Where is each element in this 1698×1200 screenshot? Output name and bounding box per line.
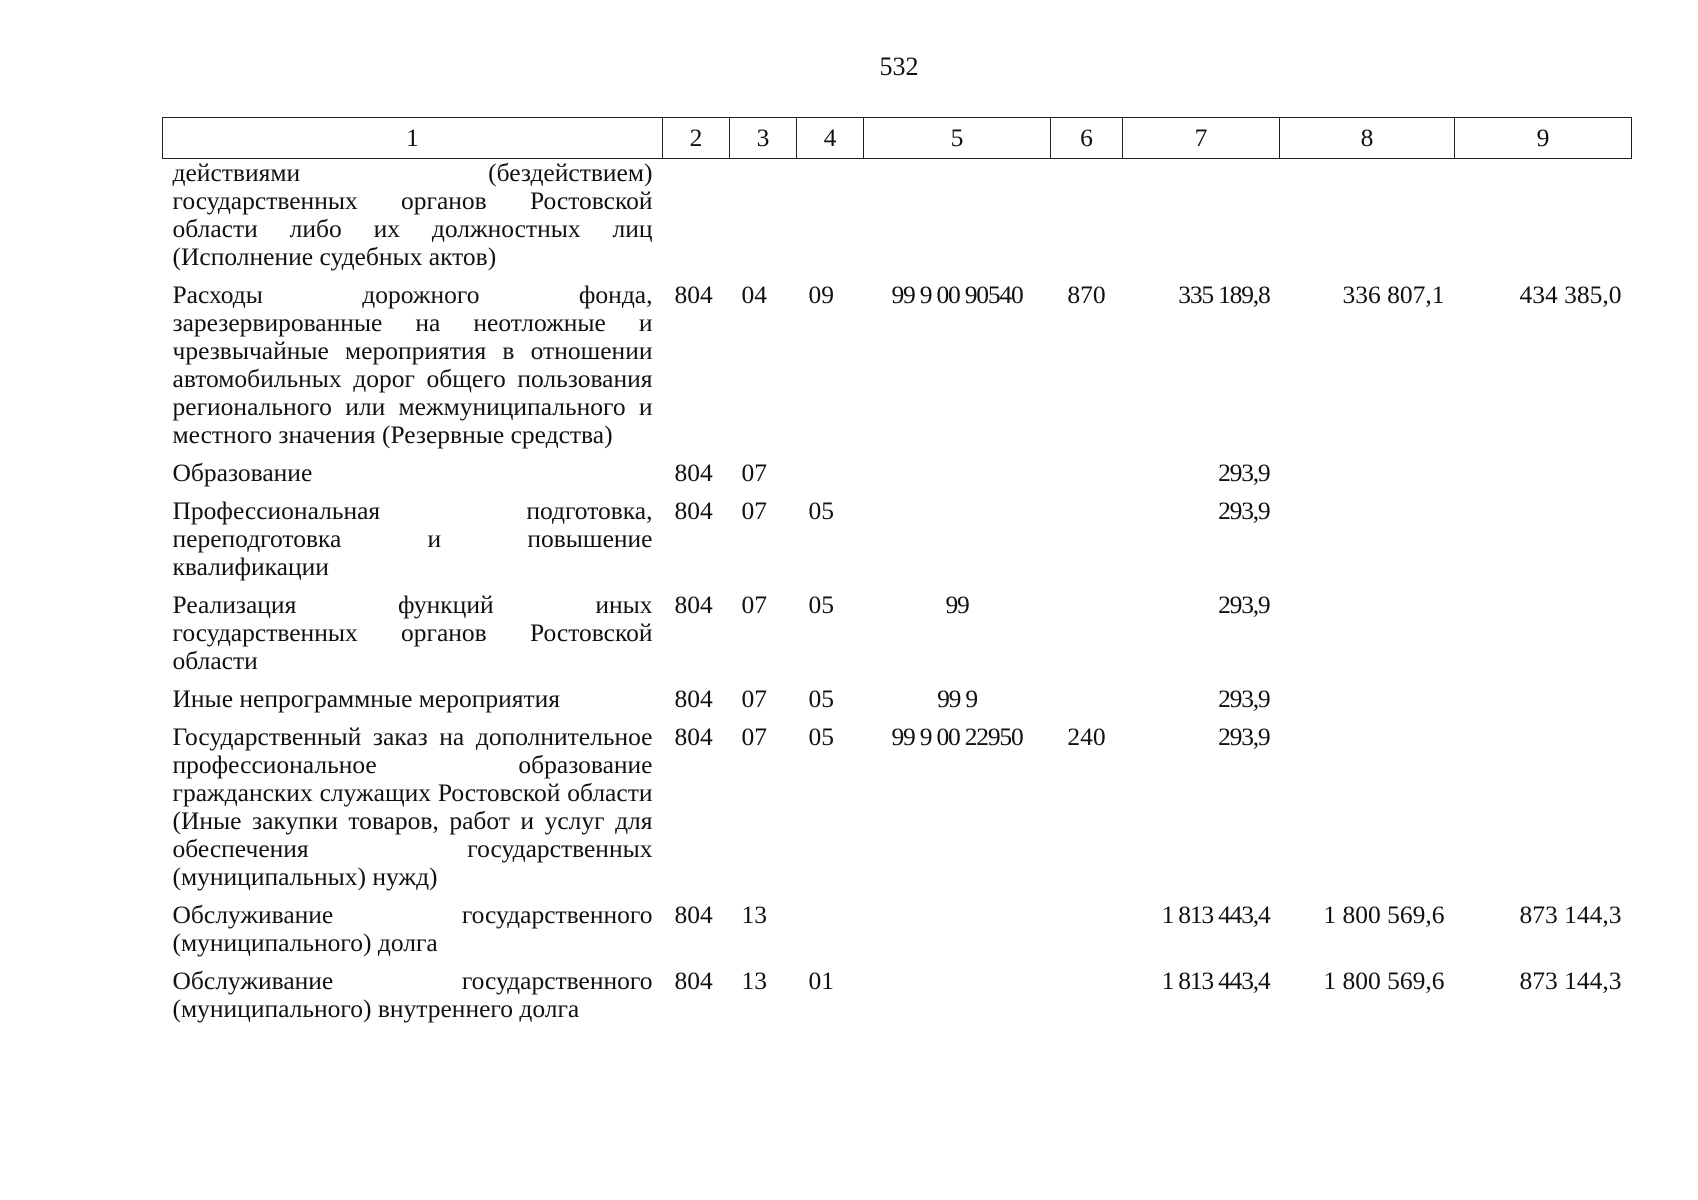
cell-col9 (1455, 159, 1632, 282)
column-header-8: 8 (1280, 118, 1455, 159)
cell-col6: 870 (1067, 280, 1106, 309)
cell-col8 (1280, 497, 1455, 591)
table-row (163, 685, 1632, 723)
cell-col3: 07 (741, 458, 767, 487)
row-name: действиями (бездействием) государственных органов Ростовской области либо их должностных лиц (Исполнение судебных актов) (172, 158, 653, 271)
column-header-6: 6 (1051, 118, 1123, 159)
cell-col7: 293,9 (1218, 496, 1270, 525)
cell-col2 (663, 159, 730, 282)
cell-col9 (1455, 459, 1632, 497)
cell-col4: 05 (808, 684, 834, 713)
cell-col3: 04 (741, 280, 767, 309)
cell-col3 (730, 159, 797, 282)
row-name: Иные непрограммные мероприятия (172, 684, 561, 713)
column-header-5: 5 (864, 118, 1051, 159)
cell-col2: 804 (674, 458, 713, 487)
table-header (163, 118, 1632, 159)
cell-col8: 336 807,1 (1342, 280, 1445, 309)
cell-col8: 1 800 569,6 (1323, 900, 1445, 929)
cell-col6 (1051, 459, 1123, 497)
cell-col2: 804 (674, 590, 713, 619)
cell-col5: 99 9 00 90540 (891, 280, 1023, 309)
cell-col6 (1051, 159, 1123, 282)
row-name: Образование (172, 458, 313, 487)
cell-col5: 99 (945, 590, 969, 619)
cell-col6 (1051, 901, 1123, 967)
column-header-3: 3 (730, 118, 797, 159)
column-header-2: 2 (663, 118, 730, 159)
table-row (163, 159, 1632, 282)
column-header-4: 4 (797, 118, 864, 159)
cell-col3: 13 (741, 966, 767, 995)
row-name: Обслуживание государственного (муниципального) внутреннего долга (172, 966, 653, 1023)
cell-col6 (1051, 591, 1123, 685)
cell-col5: 99 9 (937, 684, 977, 713)
cell-col4: 01 (808, 966, 834, 995)
cell-col8 (1280, 723, 1455, 901)
header-row (163, 118, 1632, 159)
cell-col2: 804 (674, 280, 713, 309)
cell-col8 (1280, 591, 1455, 685)
cell-col2: 804 (674, 966, 713, 995)
cell-col7: 1 813 443,4 (1161, 900, 1270, 929)
cell-col9: 873 144,3 (1519, 900, 1622, 929)
cell-col3: 07 (741, 496, 767, 525)
cell-col8 (1280, 159, 1455, 282)
cell-col5 (864, 497, 1051, 591)
budget-table (162, 117, 1632, 1033)
column-header-9: 9 (1455, 118, 1632, 159)
cell-col4 (797, 459, 864, 497)
cell-col8 (1280, 459, 1455, 497)
cell-col6: 240 (1067, 722, 1106, 751)
table-row (163, 459, 1632, 497)
cell-col3: 07 (741, 590, 767, 619)
page-number: 532 (879, 52, 919, 81)
row-name: Обслуживание государственного (муниципального) долга (172, 900, 653, 957)
cell-col7: 293,9 (1218, 722, 1270, 751)
cell-col4: 05 (808, 590, 834, 619)
cell-col6 (1051, 497, 1123, 591)
cell-col5 (864, 459, 1051, 497)
cell-col5 (864, 159, 1051, 282)
cell-col3: 13 (741, 900, 767, 929)
cell-col7: 293,9 (1218, 684, 1270, 713)
cell-col5 (864, 967, 1051, 1033)
row-name: Профессиональная подготовка, переподготовка и повышение квалификации (172, 496, 653, 581)
cell-col2: 804 (674, 900, 713, 929)
row-name: Расходы дорожного фонда, зарезервированные на неотложные и чрезвычайные мероприятия в отношении автомобильных дорог общего пользования регионального или межмуниципального и местного значения (Резервные средства) (172, 280, 653, 449)
cell-col9 (1455, 591, 1632, 685)
cell-col8: 1 800 569,6 (1323, 966, 1445, 995)
cell-col6 (1051, 685, 1123, 723)
cell-col6 (1051, 967, 1123, 1033)
cell-col9 (1455, 685, 1632, 723)
cell-col4: 05 (808, 722, 834, 751)
cell-col8 (1280, 685, 1455, 723)
column-header-1: 1 (163, 118, 663, 159)
cell-col4: 05 (808, 496, 834, 525)
row-name: Государственный заказ на дополнительное профессиональное образование гражданских служащих Ростовской области (Иные закупки товаров, работ и услуг для обеспечения государственных (муниципальных) нужд) (172, 722, 653, 891)
cell-col9: 873 144,3 (1519, 966, 1622, 995)
table-row (163, 901, 1632, 967)
cell-col7: 335 189,8 (1178, 280, 1270, 309)
cell-col2: 804 (674, 496, 713, 525)
cell-col9: 434 385,0 (1519, 280, 1622, 309)
cell-col7: 1 813 443,4 (1161, 966, 1270, 995)
table-body (163, 159, 1632, 1034)
row-name: Реализация функций иных государственных органов Ростовской области (172, 590, 653, 675)
cell-col4 (797, 901, 864, 967)
cell-col2: 804 (674, 684, 713, 713)
table-row (163, 591, 1632, 685)
cell-col2: 804 (674, 722, 713, 751)
table-row (163, 497, 1632, 591)
cell-col5 (864, 901, 1051, 967)
table-row (163, 723, 1632, 901)
cell-col7: 293,9 (1218, 458, 1270, 487)
cell-col3: 07 (741, 684, 767, 713)
cell-col9 (1455, 497, 1632, 591)
cell-col3: 07 (741, 722, 767, 751)
table-row (163, 281, 1632, 459)
cell-col7: 293,9 (1218, 590, 1270, 619)
column-header-7: 7 (1123, 118, 1280, 159)
cell-col4: 09 (808, 280, 834, 309)
table-row (163, 967, 1632, 1033)
cell-col4 (797, 159, 864, 282)
cell-col9 (1455, 723, 1632, 901)
cell-col7 (1123, 159, 1280, 282)
cell-col5: 99 9 00 22950 (891, 722, 1023, 751)
